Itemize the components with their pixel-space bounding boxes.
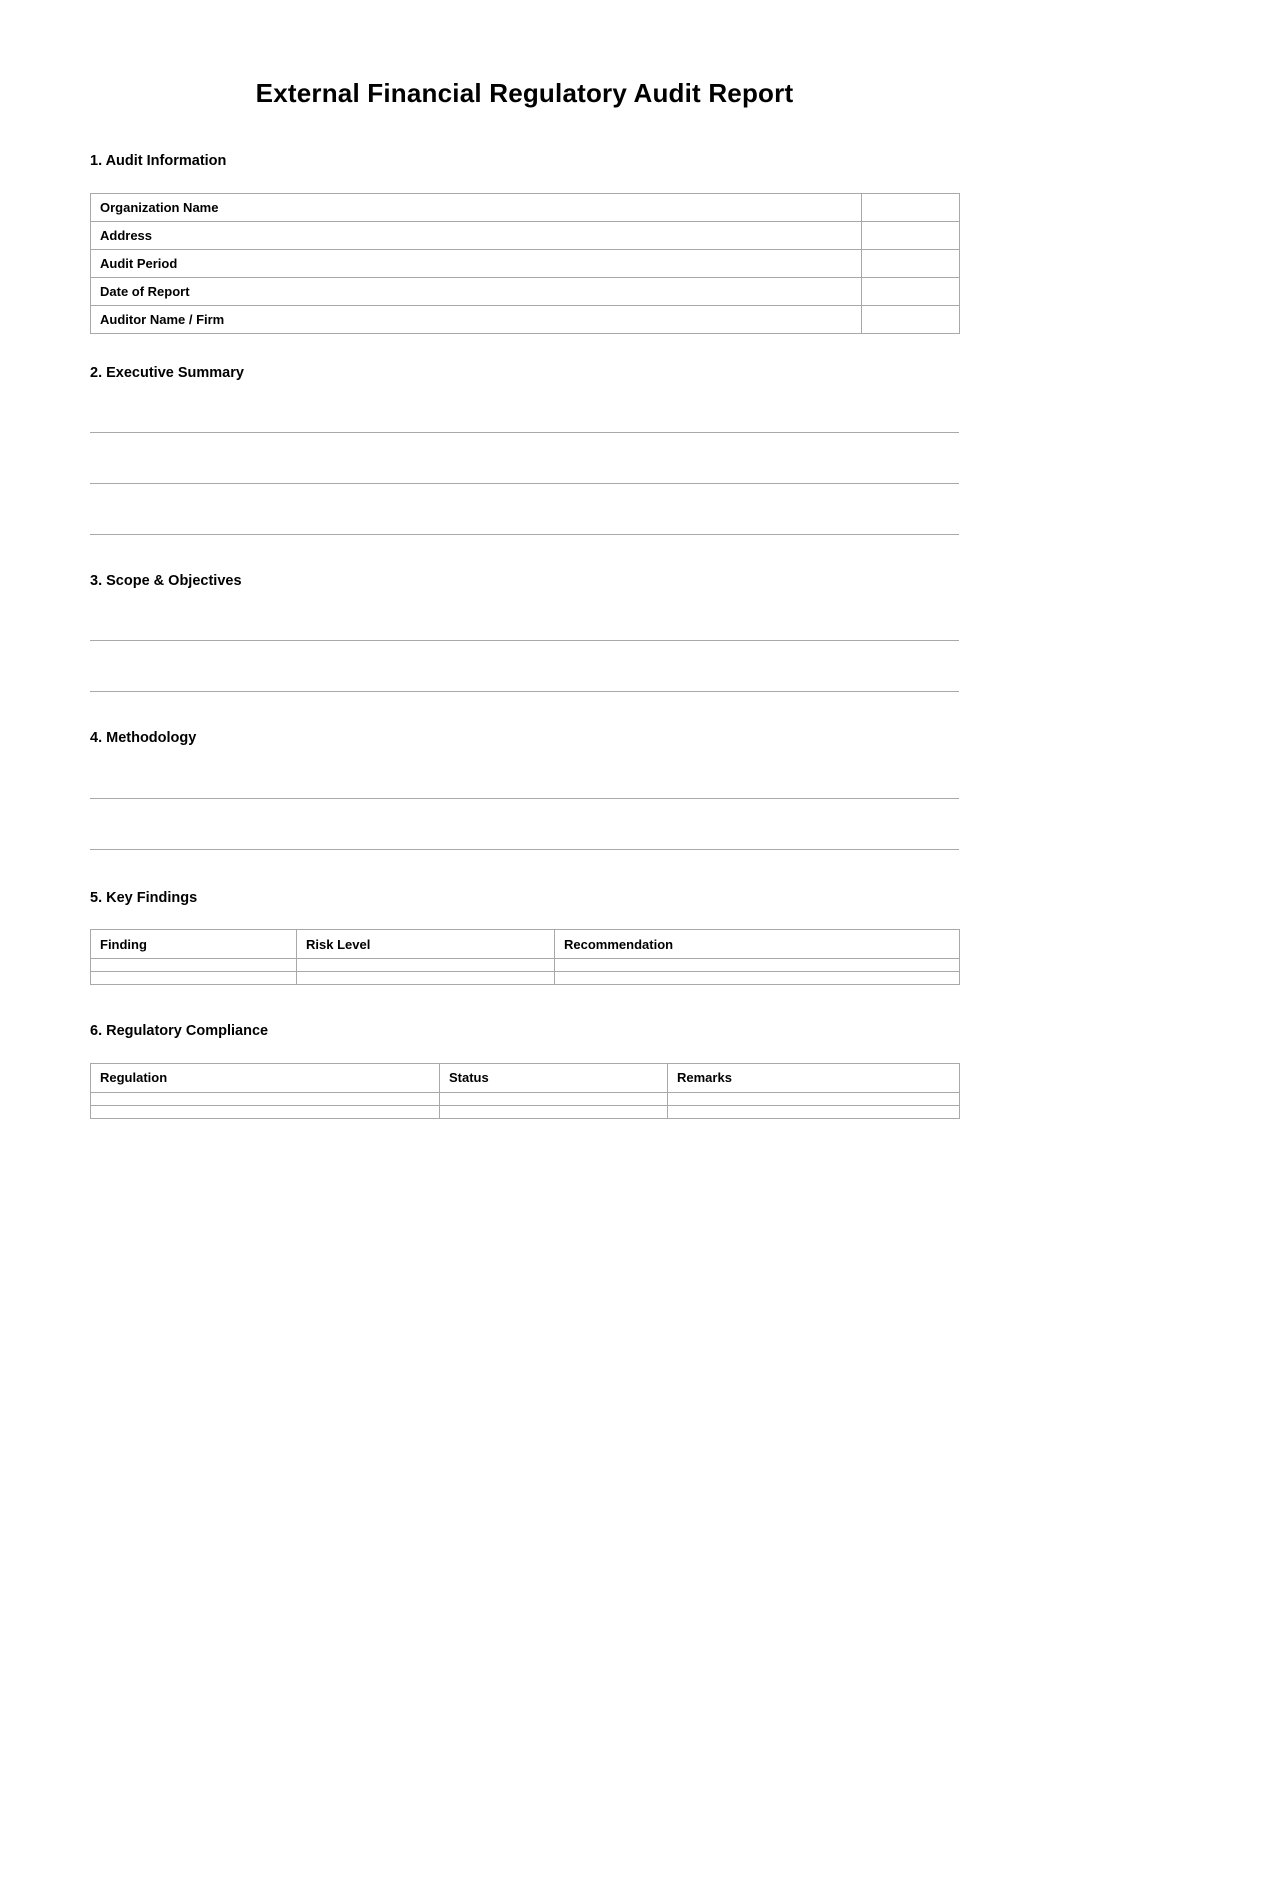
table-row (91, 1105, 960, 1118)
table-row (91, 193, 960, 221)
table-row (91, 972, 960, 985)
scope-objectives-write-area[interactable] (90, 590, 959, 692)
table-row (91, 959, 960, 972)
column-header-finding: Finding (91, 930, 297, 959)
regulation-cell[interactable] (91, 1092, 440, 1105)
finding-cell[interactable] (91, 959, 297, 972)
document-body (90, 0, 959, 1119)
column-header-status: Status (440, 1063, 668, 1092)
blank-rule-line[interactable] (90, 799, 959, 850)
status-cell[interactable] (440, 1092, 668, 1105)
column-header-risk-level: Risk Level (297, 930, 555, 959)
audit-row-label: Audit Period (91, 249, 862, 277)
audit-row-label: Date of Report (91, 277, 862, 305)
column-header-recommendation: Recommendation (555, 930, 960, 959)
table-row (91, 1092, 960, 1105)
regulatory-compliance-table (90, 1063, 960, 1119)
audit-row-value[interactable] (862, 305, 960, 333)
table-header-row (91, 930, 960, 959)
section-heading-audit-information: 1. Audit Information (90, 153, 227, 170)
audit-row-label: Auditor Name / Firm (91, 305, 862, 333)
section-heading-key-findings: 5. Key Findings (90, 889, 198, 906)
audit-row-label: Organization Name (91, 193, 862, 221)
audit-row-value[interactable] (862, 221, 960, 249)
recommendation-cell[interactable] (555, 959, 960, 972)
column-header-regulation: Regulation (91, 1063, 440, 1092)
section-heading-executive-summary: 2. Executive Summary (90, 364, 244, 381)
table-row (91, 277, 960, 305)
status-cell[interactable] (440, 1105, 668, 1118)
section-heading-methodology: 4. Methodology (90, 730, 197, 747)
risk-level-cell[interactable] (297, 972, 555, 985)
table-header-row (91, 1063, 960, 1092)
table-row (91, 221, 960, 249)
executive-summary-write-area[interactable] (90, 382, 959, 535)
audit-row-value[interactable] (862, 277, 960, 305)
remarks-cell[interactable] (668, 1105, 960, 1118)
section-heading-regulatory-compliance: 6. Regulatory Compliance (90, 1023, 269, 1040)
audit-row-value[interactable] (862, 193, 960, 221)
section-heading-scope-objectives: 3. Scope & Objectives (90, 572, 242, 589)
column-header-remarks: Remarks (668, 1063, 960, 1092)
audit-row-value[interactable] (862, 249, 960, 277)
blank-rule-line[interactable] (90, 641, 959, 692)
blank-rule-line[interactable] (90, 484, 959, 535)
regulation-cell[interactable] (91, 1105, 440, 1118)
recommendation-cell[interactable] (555, 972, 960, 985)
table-row (91, 305, 960, 333)
table-row (91, 249, 960, 277)
key-findings-table (90, 929, 960, 985)
page-title: External Financial Regulatory Audit Report (255, 78, 794, 108)
audit-information-table (90, 193, 960, 334)
blank-rule-line[interactable] (90, 748, 959, 799)
audit-row-label: Address (91, 221, 862, 249)
remarks-cell[interactable] (668, 1092, 960, 1105)
methodology-write-area[interactable] (90, 748, 959, 850)
blank-rule-line[interactable] (90, 382, 959, 433)
risk-level-cell[interactable] (297, 959, 555, 972)
blank-rule-line[interactable] (90, 433, 959, 484)
finding-cell[interactable] (91, 972, 297, 985)
blank-rule-line[interactable] (90, 590, 959, 641)
